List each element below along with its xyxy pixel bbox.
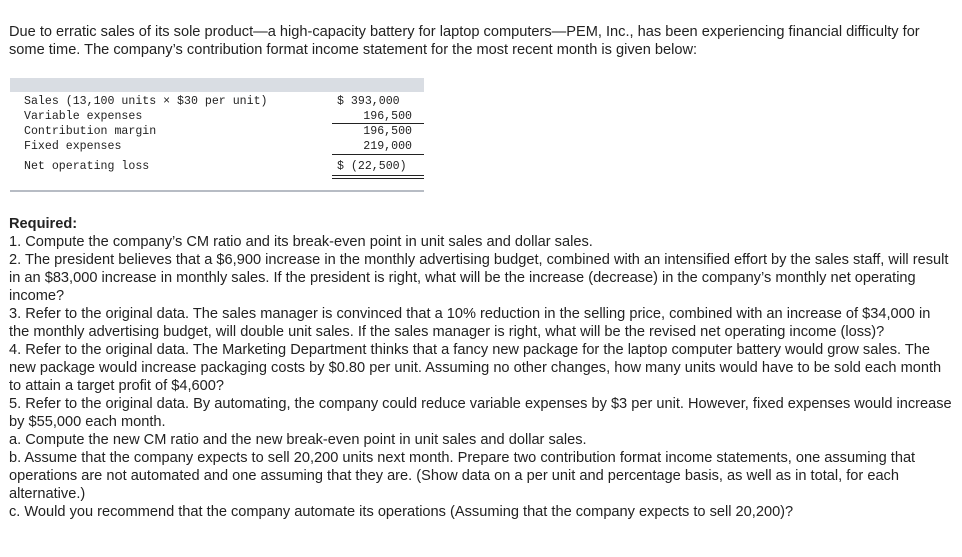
statement-row-contribution-margin	[10, 124, 424, 139]
statement-bottom-border	[10, 190, 424, 192]
statement-row-sales	[10, 94, 424, 109]
statement-label: Sales (13,100 units × $30 per unit)	[24, 95, 268, 108]
statement-label: Fixed expenses	[24, 140, 122, 153]
statement-label: Contribution margin	[24, 125, 157, 138]
income-statement	[10, 78, 424, 192]
statement-header-bar	[10, 78, 424, 92]
statement-row-fixed-expenses	[10, 139, 424, 154]
statement-amount: 196,500	[363, 110, 412, 123]
question-5c: c. Would you recommend that the company automate its operations (Assuming that the company expects to sell 20,200)?	[9, 504, 794, 520]
statement-label: Net operating loss	[24, 160, 150, 173]
statement-row-net-operating-loss	[10, 159, 424, 174]
question-5: 5. Refer to the original data. By automating, the company could reduce variable expenses by $3 per unit. However, fixed expenses would increase by $55,000 each month.	[9, 396, 952, 430]
required-section	[9, 215, 954, 521]
question-2: 2. The president believes that a $6,900 increase in the monthly advertising budget, combined with an intensified effort by the sales staff, will result in an $83,000 increase in monthly sales. If the president is right, what will be the increase (decrease) in the company’s monthly net operating income?	[9, 252, 949, 304]
question-5b: b. Assume that the company expects to sell 20,200 units next month. Prepare two contribution format income statements, one assuming that operations are not automated and one assuming that they are. (Show data on a per unit and percentage basis, as well as in total, for each alternative.)	[9, 450, 916, 502]
intro-paragraph: Due to erratic sales of its sole product—a high-capacity battery for laptop computers—PEM, Inc., has been experiencing financial difficulty for some time. The company’s contribution format income statement for the most recent month is given below:	[9, 24, 920, 58]
question-1: 1. Compute the company’s CM ratio and its break-even point in unit sales and dollar sales.	[9, 234, 593, 250]
statement-row-variable-expenses	[10, 109, 424, 124]
statement-amount: 196,500	[363, 125, 412, 138]
required-heading: Required:	[9, 216, 78, 232]
statement-label: Variable expenses	[24, 110, 143, 123]
question-4: 4. Refer to the original data. The Marketing Department thinks that a fancy new package for the laptop computer battery would grow sales. The new package would increase packaging costs by $0.80 per unit. Assuming no other changes, how many units would have to be sold each month to attain a target profit of $4,600?	[9, 342, 942, 394]
statement-amount: $ 393,000	[337, 95, 400, 108]
question-5a: a. Compute the new CM ratio and the new break-even point in unit sales and dollar sales.	[9, 432, 587, 448]
total-double-rule	[332, 175, 424, 179]
statement-amount: 219,000	[363, 140, 412, 153]
subtotal-rule	[332, 154, 424, 155]
statement-amount: $ (22,500)	[337, 160, 407, 173]
question-3: 3. Refer to the original data. The sales manager is convinced that a 10% reduction in the selling price, combined with an increase of $34,000 in the monthly advertising budget, will double unit sales. If the sales manager is right, what will be the revised net operating income (loss)?	[9, 306, 931, 340]
